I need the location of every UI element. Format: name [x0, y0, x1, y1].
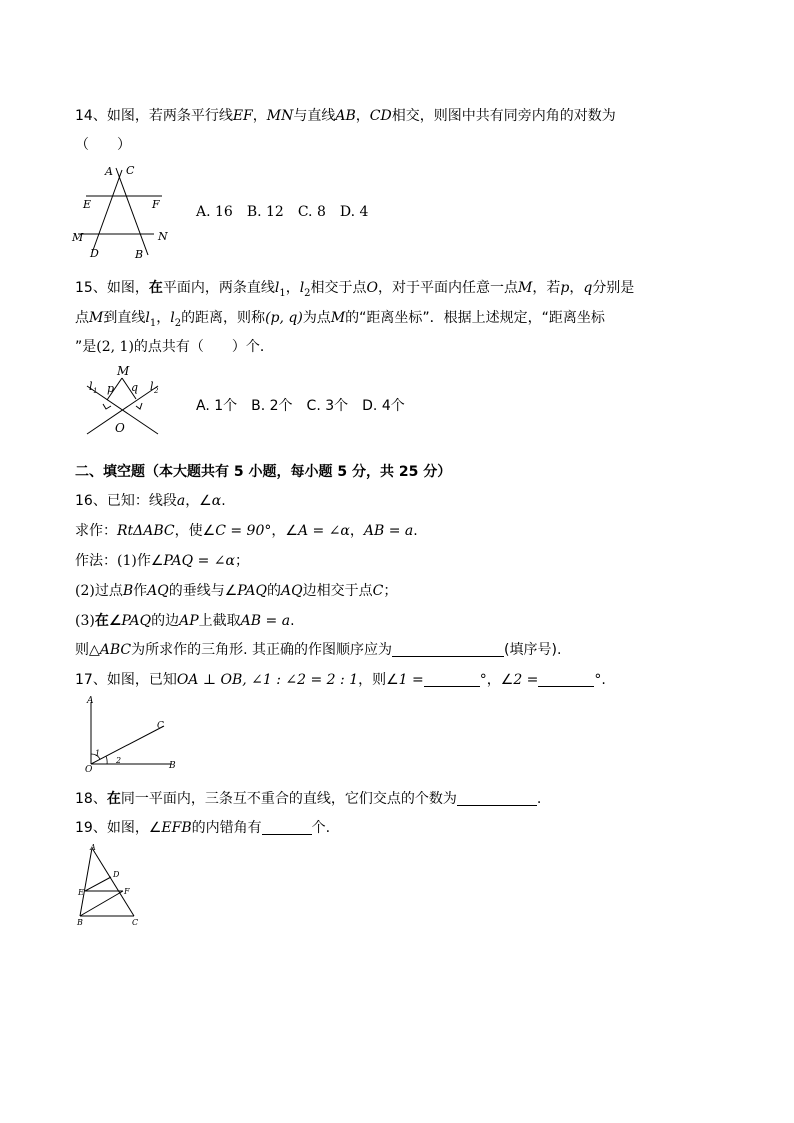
q17-figure: [84, 694, 184, 774]
q16-line2: 求作：RtΔABC，使∠C = 90°，∠A = ∠α，AB = a.: [75, 523, 418, 539]
q17-label-2: 2: [116, 756, 122, 765]
q19-label-A: A: [90, 843, 96, 852]
q19-figure: [74, 842, 149, 928]
q15-label-p: p: [107, 382, 115, 395]
q15-stem-line2: 点M到直线$l_1$，$l_2$的距离，则称(p, q)为点M的“距离坐标”．根据上述规定，“距离坐标: [75, 310, 605, 329]
q14-label-M: M: [72, 231, 84, 244]
q18-number: 18、: [75, 791, 107, 807]
q14-stem: 14、如图，若两条平行线EF，MN与直线AB，CD相交，则图中共有同旁内角的对数为: [75, 108, 616, 124]
q17-answer-blank-1[interactable]: [424, 671, 480, 687]
q14-label-A: A: [105, 165, 113, 178]
q17-label-C: C: [157, 721, 164, 731]
q16-line6: 则△ABC为所求作的三角形. 其正确的作图顺序应为 (填序号).: [75, 642, 562, 658]
q16-line3: 作法：(1)作∠PAQ = ∠α；: [75, 553, 249, 569]
q17-label-1: 1: [95, 749, 101, 758]
q17-label-B: B: [169, 761, 176, 771]
q16-number: 16、: [75, 493, 107, 509]
q15-label-q: q: [131, 381, 139, 394]
q14-figure: [70, 160, 180, 260]
q14-label-F: F: [152, 198, 160, 211]
q17-label-A: A: [87, 696, 94, 706]
q14-label-C: C: [126, 164, 135, 177]
q19-label-E: E: [78, 888, 84, 897]
section-2-heading: 二、填空题（本大题共有 5 小题，每小题 5 分，共 25 分）: [75, 464, 452, 480]
q17-stem: 17、如图，已知OA ⊥ OB, ∠1 : ∠2 = 2 : 1，则∠1 = °，∠2 = °.: [75, 672, 606, 688]
q16-line4: (2)过点B作AQ的垂线与∠PAQ的AQ边相交于点C；: [75, 583, 398, 599]
q15-stem-line1: 15、如图，在平面内，两条直线$l_1$，$l_2$相交于点O，对于平面内任意一点M，若p，q分别是: [75, 280, 635, 299]
q14-answer-paren: （ ）: [75, 137, 131, 153]
q17-number: 17、: [75, 672, 107, 688]
q18-stem: 18、在同一平面内，三条互不重合的直线，它们交点的个数为 .: [75, 791, 542, 807]
q19-label-F: F: [124, 887, 130, 896]
q15-options: A. 1个 B. 2个 C. 3个 D. 4个: [196, 398, 405, 414]
q14-number: 14、: [75, 108, 107, 124]
q19-number: 19、: [75, 820, 107, 836]
q15-label-M: M: [117, 364, 130, 378]
q16-line1: 16、已知：线段a，∠α.: [75, 493, 226, 509]
q15-label-l2: l: [150, 380, 154, 393]
q16-line5: (3)在∠PAQ的边AP上截取AB = a.: [75, 613, 295, 629]
q14-label-B: B: [135, 248, 144, 261]
q18-answer-blank[interactable]: [457, 790, 537, 806]
q19-stem: 19、如图，∠EFB的内错角有 个.: [75, 820, 331, 836]
q14-label-E: E: [83, 198, 92, 211]
q17-answer-blank-2[interactable]: [538, 671, 594, 687]
q19-label-C: C: [132, 918, 139, 927]
q15-label-l2-sub: 2: [154, 387, 159, 395]
q17-label-O: O: [85, 765, 93, 775]
q15-figure: [84, 364, 164, 439]
q16-answer-blank[interactable]: [392, 641, 504, 657]
q15-label-O: O: [115, 421, 125, 435]
q15-label-l1-sub: 1: [93, 387, 98, 395]
q19-label-B: B: [77, 918, 83, 927]
q14-label-D: D: [90, 247, 99, 260]
q19-label-D: D: [113, 870, 120, 879]
q14-options: A. 16 B. 12 C. 8 D. 4: [196, 204, 369, 220]
q15-stem-line3: ”是(2, 1)的点共有（ ）个．: [75, 339, 274, 355]
q14-label-N: N: [158, 230, 168, 243]
q19-answer-blank[interactable]: [262, 819, 312, 835]
q15-label-l1: l: [89, 380, 93, 393]
q15-number: 15、: [75, 280, 107, 296]
